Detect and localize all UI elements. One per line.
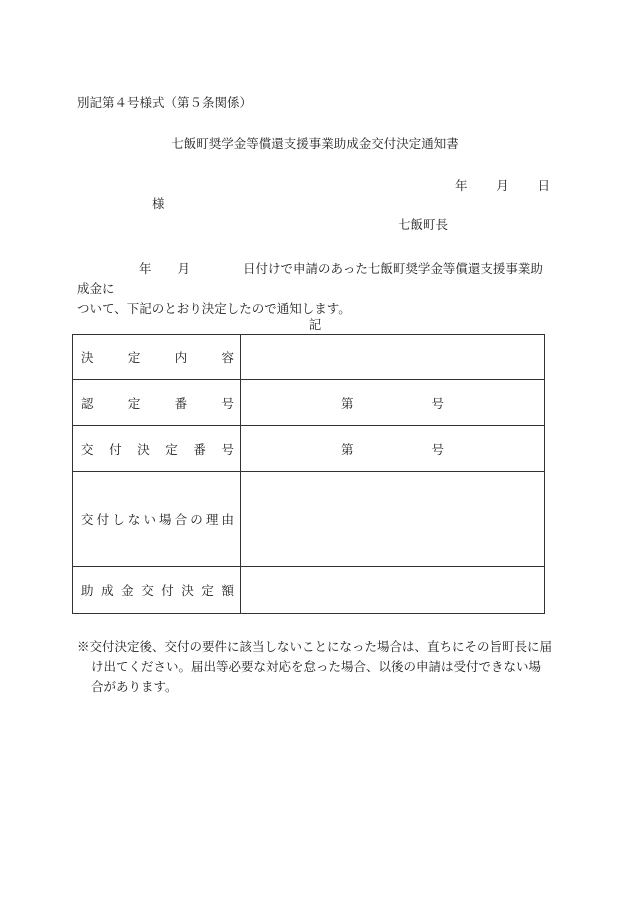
- label-char: 定: [201, 583, 214, 598]
- label-char: 内: [174, 350, 188, 365]
- number-suffix: 号: [431, 395, 445, 411]
- footnote-text: ※交付決定後、交付の要件に該当しないことになった場合は、直ちにその旨町長に届け出てください。届出等必要な対応を怠った場合、以後の申請は受付できない場合があります。: [77, 639, 553, 694]
- label-char: 番: [174, 395, 188, 411]
- label-char: 認: [81, 395, 94, 411]
- notice-footnote: [77, 637, 552, 697]
- table-row-decision-content: [73, 335, 545, 380]
- label-char: 合: [174, 512, 188, 527]
- number-prefix: 第: [340, 395, 354, 411]
- value-grant-amount: [241, 567, 545, 614]
- date-line: [455, 180, 550, 193]
- label-grant-decision-number: [73, 426, 241, 472]
- label-char: 番: [193, 441, 206, 457]
- notice-body: [77, 259, 547, 319]
- date-year-label: 年: [455, 178, 468, 193]
- number-suffix: 号: [431, 441, 445, 457]
- label-non-grant-reason: [73, 472, 241, 567]
- label-char: 金: [121, 583, 134, 598]
- label-char: 決: [81, 350, 94, 365]
- table-row-non-grant-reason: [73, 472, 545, 567]
- label-char: 理: [205, 512, 219, 527]
- label-char: 成: [101, 583, 114, 598]
- label-char: 付: [161, 583, 174, 598]
- body-line-1: [77, 259, 547, 299]
- label-char: 交: [81, 512, 94, 527]
- label-char: 場: [159, 512, 172, 527]
- label-char: 付: [109, 441, 122, 457]
- body-text-line1: 日付けで申請のあった七飯町奨学金等償還支援事業助成金に: [77, 261, 543, 296]
- label-char: 額: [221, 583, 234, 598]
- body-text-line2: ついて、下記のとおり決定したので通知します。: [77, 301, 351, 316]
- label-char: い: [143, 512, 156, 527]
- value-non-grant-reason: [241, 472, 545, 567]
- label-char: 交: [81, 441, 94, 457]
- value-grant-decision-number: [241, 426, 545, 472]
- label-decision-content: [73, 335, 241, 380]
- label-char: 交: [141, 583, 154, 598]
- body-year-label: 年: [139, 261, 152, 276]
- label-char: し: [112, 512, 125, 527]
- ki-heading: 記: [308, 317, 322, 332]
- label-char: な: [127, 512, 141, 527]
- label-char: 定: [127, 395, 141, 411]
- body-month-label: 月: [177, 261, 191, 276]
- decision-details-table: [72, 334, 545, 614]
- document-title: 七飯町奨学金等償還支援事業助成金交付決定通知書: [171, 136, 459, 151]
- label-char: 決: [137, 441, 150, 457]
- date-day-label: 日: [537, 178, 550, 193]
- addressee-honorific: 様: [152, 196, 165, 211]
- label-char: 定: [127, 350, 141, 365]
- table-row-grant-decision-number: [73, 426, 545, 472]
- label-char: 決: [181, 583, 194, 598]
- label-char: 号: [221, 441, 234, 457]
- label-char: 定: [165, 441, 178, 457]
- label-char: 由: [221, 512, 234, 527]
- form-number-label: 別記第４号様式（第５条関係）: [77, 95, 253, 110]
- value-decision-content: [241, 335, 545, 380]
- table-row-grant-amount: [73, 567, 545, 614]
- label-char: 容: [221, 350, 234, 365]
- label-certification-number: [73, 380, 241, 426]
- date-month-label: 月: [496, 178, 509, 193]
- label-char: 付: [96, 512, 110, 527]
- label-char: 助: [81, 583, 94, 598]
- body-date-blanks: [77, 259, 243, 279]
- label-char: 号: [221, 395, 234, 411]
- label-char: の: [190, 512, 203, 527]
- label-grant-amount: [73, 567, 241, 614]
- number-prefix: 第: [340, 441, 354, 457]
- issuer-name: 七飯町長: [398, 217, 449, 232]
- table-row-certification-number: [73, 380, 545, 426]
- value-certification-number: [241, 380, 545, 426]
